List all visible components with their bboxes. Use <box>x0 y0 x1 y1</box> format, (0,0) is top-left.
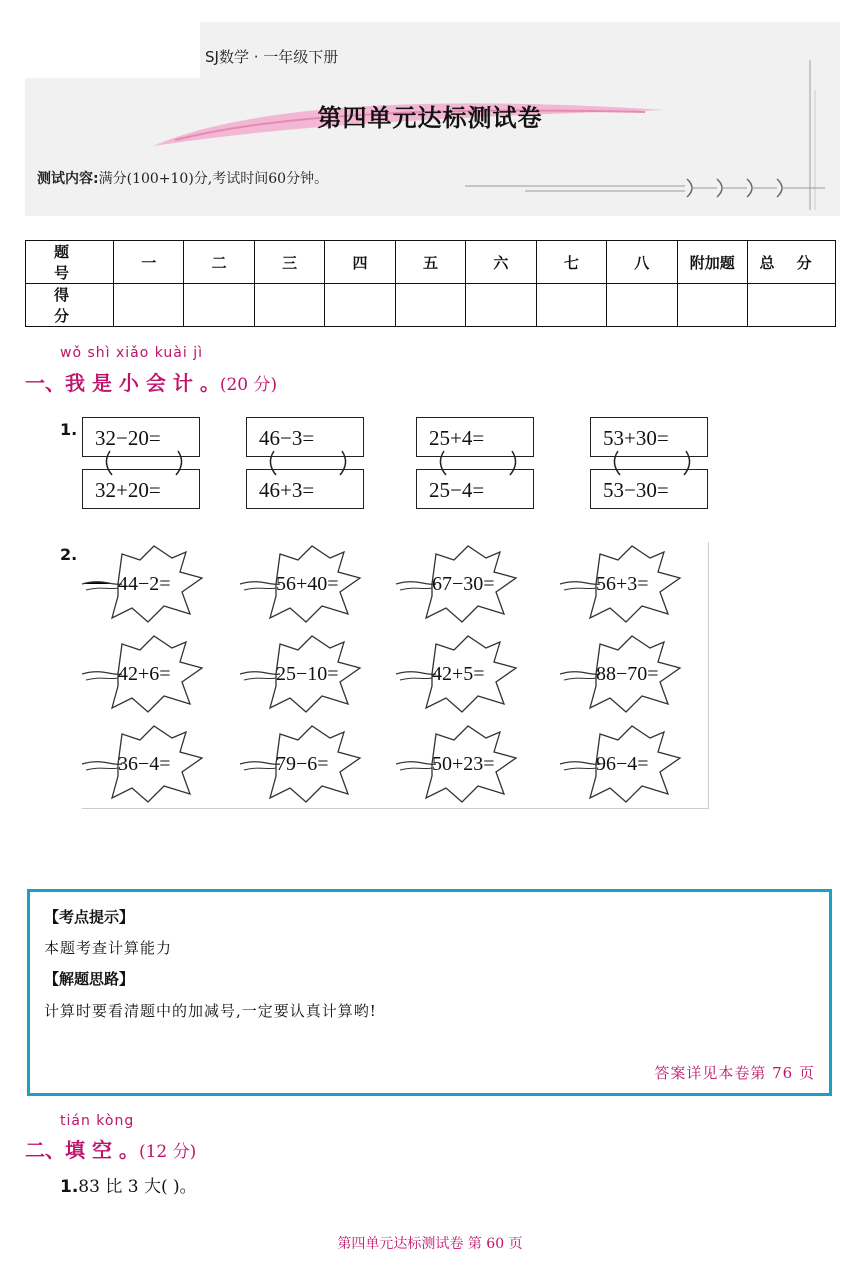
expr-box[interactable]: 25+4= <box>416 417 534 457</box>
leaf-card <box>396 634 556 714</box>
leaf-expr[interactable]: 79−6= <box>276 753 329 775</box>
leaf-card <box>396 544 556 624</box>
leaf-expr[interactable]: 50+23= <box>432 753 495 775</box>
ring-pair-4 <box>590 417 712 515</box>
leaf-expr[interactable]: 56+40= <box>276 573 339 595</box>
hint-box <box>27 889 832 1096</box>
col-7: 七 <box>536 241 606 284</box>
score-cell[interactable] <box>184 284 254 327</box>
meta-text: 满分(100+10)分,考试时间60分钟。 <box>98 171 329 187</box>
section2-q1 <box>60 1172 197 1197</box>
expr-box[interactable]: 32−20= <box>82 417 200 457</box>
leaf-card <box>396 724 556 804</box>
section1-title <box>25 367 277 396</box>
leaf-expr[interactable]: 42+5= <box>432 663 485 685</box>
col-6: 六 <box>466 241 536 284</box>
ring-binding <box>82 417 204 515</box>
leaf-expr[interactable]: 25−10= <box>276 663 339 685</box>
col-4: 四 <box>325 241 395 284</box>
leaf-expr[interactable]: 42+6= <box>118 663 171 685</box>
col-1: 一 <box>114 241 184 284</box>
leaf-expr[interactable]: 36−4= <box>118 753 171 775</box>
page-title: 第四单元达标测试卷 <box>317 104 543 132</box>
header-notch <box>25 22 200 78</box>
score-cell[interactable] <box>325 284 395 327</box>
ring-binding <box>590 417 712 515</box>
score-cell[interactable] <box>607 284 677 327</box>
section2-title <box>25 1134 196 1163</box>
score-value-row <box>26 284 836 327</box>
score-cell[interactable] <box>395 284 465 327</box>
leaf-card <box>82 544 242 624</box>
score-cell[interactable] <box>114 284 184 327</box>
leaf-expr[interactable]: 88−70= <box>596 663 659 685</box>
q1-number: 1. <box>60 420 78 439</box>
leaf-expr[interactable]: 96−4= <box>596 753 649 775</box>
col-bonus: 附加题 <box>677 241 748 284</box>
expr-box[interactable]: 25−4= <box>416 469 534 509</box>
score-cell[interactable] <box>254 284 324 327</box>
row-label-question: 题号 <box>26 241 114 284</box>
header-decoration <box>465 60 835 210</box>
score-cell[interactable] <box>677 284 748 327</box>
ring-pair-2 <box>246 417 368 515</box>
test-meta <box>37 168 328 188</box>
expr-box[interactable]: 53−30= <box>590 469 708 509</box>
score-cell[interactable] <box>748 284 836 327</box>
score-cell[interactable] <box>536 284 606 327</box>
series-label: SJ数学 · 一年级下册 <box>205 48 339 66</box>
leaf-card <box>560 634 720 714</box>
leaf-card <box>560 724 720 804</box>
leaf-card <box>82 634 242 714</box>
score-header-row <box>26 241 836 284</box>
leaf-expr[interactable]: 67−30= <box>432 573 495 595</box>
page-footer: 第四单元达标测试卷 第 60 页 <box>337 1236 523 1252</box>
leaf-card <box>240 634 400 714</box>
score-table <box>25 240 836 327</box>
section2-title-text: 二、填 空 。 <box>25 1138 139 1162</box>
meta-label: 测试内容: <box>37 171 99 187</box>
row-label-score: 得分 <box>26 284 114 327</box>
expr-box[interactable]: 46−3= <box>246 417 364 457</box>
section1-title-text: 一、我 是 小 会 计 。 <box>25 371 220 395</box>
section1-pinyin: wǒ shì xiǎo kuài jì <box>60 345 203 361</box>
hint-heading-points: 【考点提示】 <box>44 908 135 926</box>
hint-text-approach: 计算时要看清题中的加减号,一定要认真计算哟! <box>44 1002 377 1020</box>
ring-pair-3 <box>416 417 538 515</box>
leaf-expr[interactable]: 44−2= <box>118 573 171 595</box>
section2-q1-number: 1. <box>60 1177 79 1197</box>
q2-number: 2. <box>60 545 78 564</box>
hint-heading-approach: 【解题思路】 <box>44 970 135 988</box>
expr-box[interactable]: 46+3= <box>246 469 364 509</box>
leaf-card <box>560 544 720 624</box>
expr-box[interactable]: 53+30= <box>590 417 708 457</box>
leaf-card <box>82 724 242 804</box>
leaf-expr[interactable]: 56+3= <box>596 573 649 595</box>
expr-box[interactable]: 32+20= <box>82 469 200 509</box>
col-total: 总分 <box>748 241 836 284</box>
ring-binding <box>246 417 368 515</box>
section2-q1-text[interactable]: 83 比 3 大( )。 <box>78 1177 197 1197</box>
answer-reference: 答案详见本卷第 76 页 <box>654 1064 815 1082</box>
col-3: 三 <box>254 241 324 284</box>
leaf-card <box>240 724 400 804</box>
col-2: 二 <box>184 241 254 284</box>
col-8: 八 <box>607 241 677 284</box>
leaf-grid <box>82 542 709 809</box>
section1-points: (20 分) <box>219 375 278 395</box>
hint-text-points: 本题考查计算能力 <box>44 939 173 957</box>
section2-points: (12 分) <box>138 1142 197 1162</box>
section2-pinyin: tián kòng <box>60 1113 135 1129</box>
col-5: 五 <box>395 241 465 284</box>
ring-pair-1 <box>82 417 204 515</box>
score-cell[interactable] <box>466 284 536 327</box>
ring-binding <box>416 417 538 515</box>
leaf-card <box>240 544 400 624</box>
